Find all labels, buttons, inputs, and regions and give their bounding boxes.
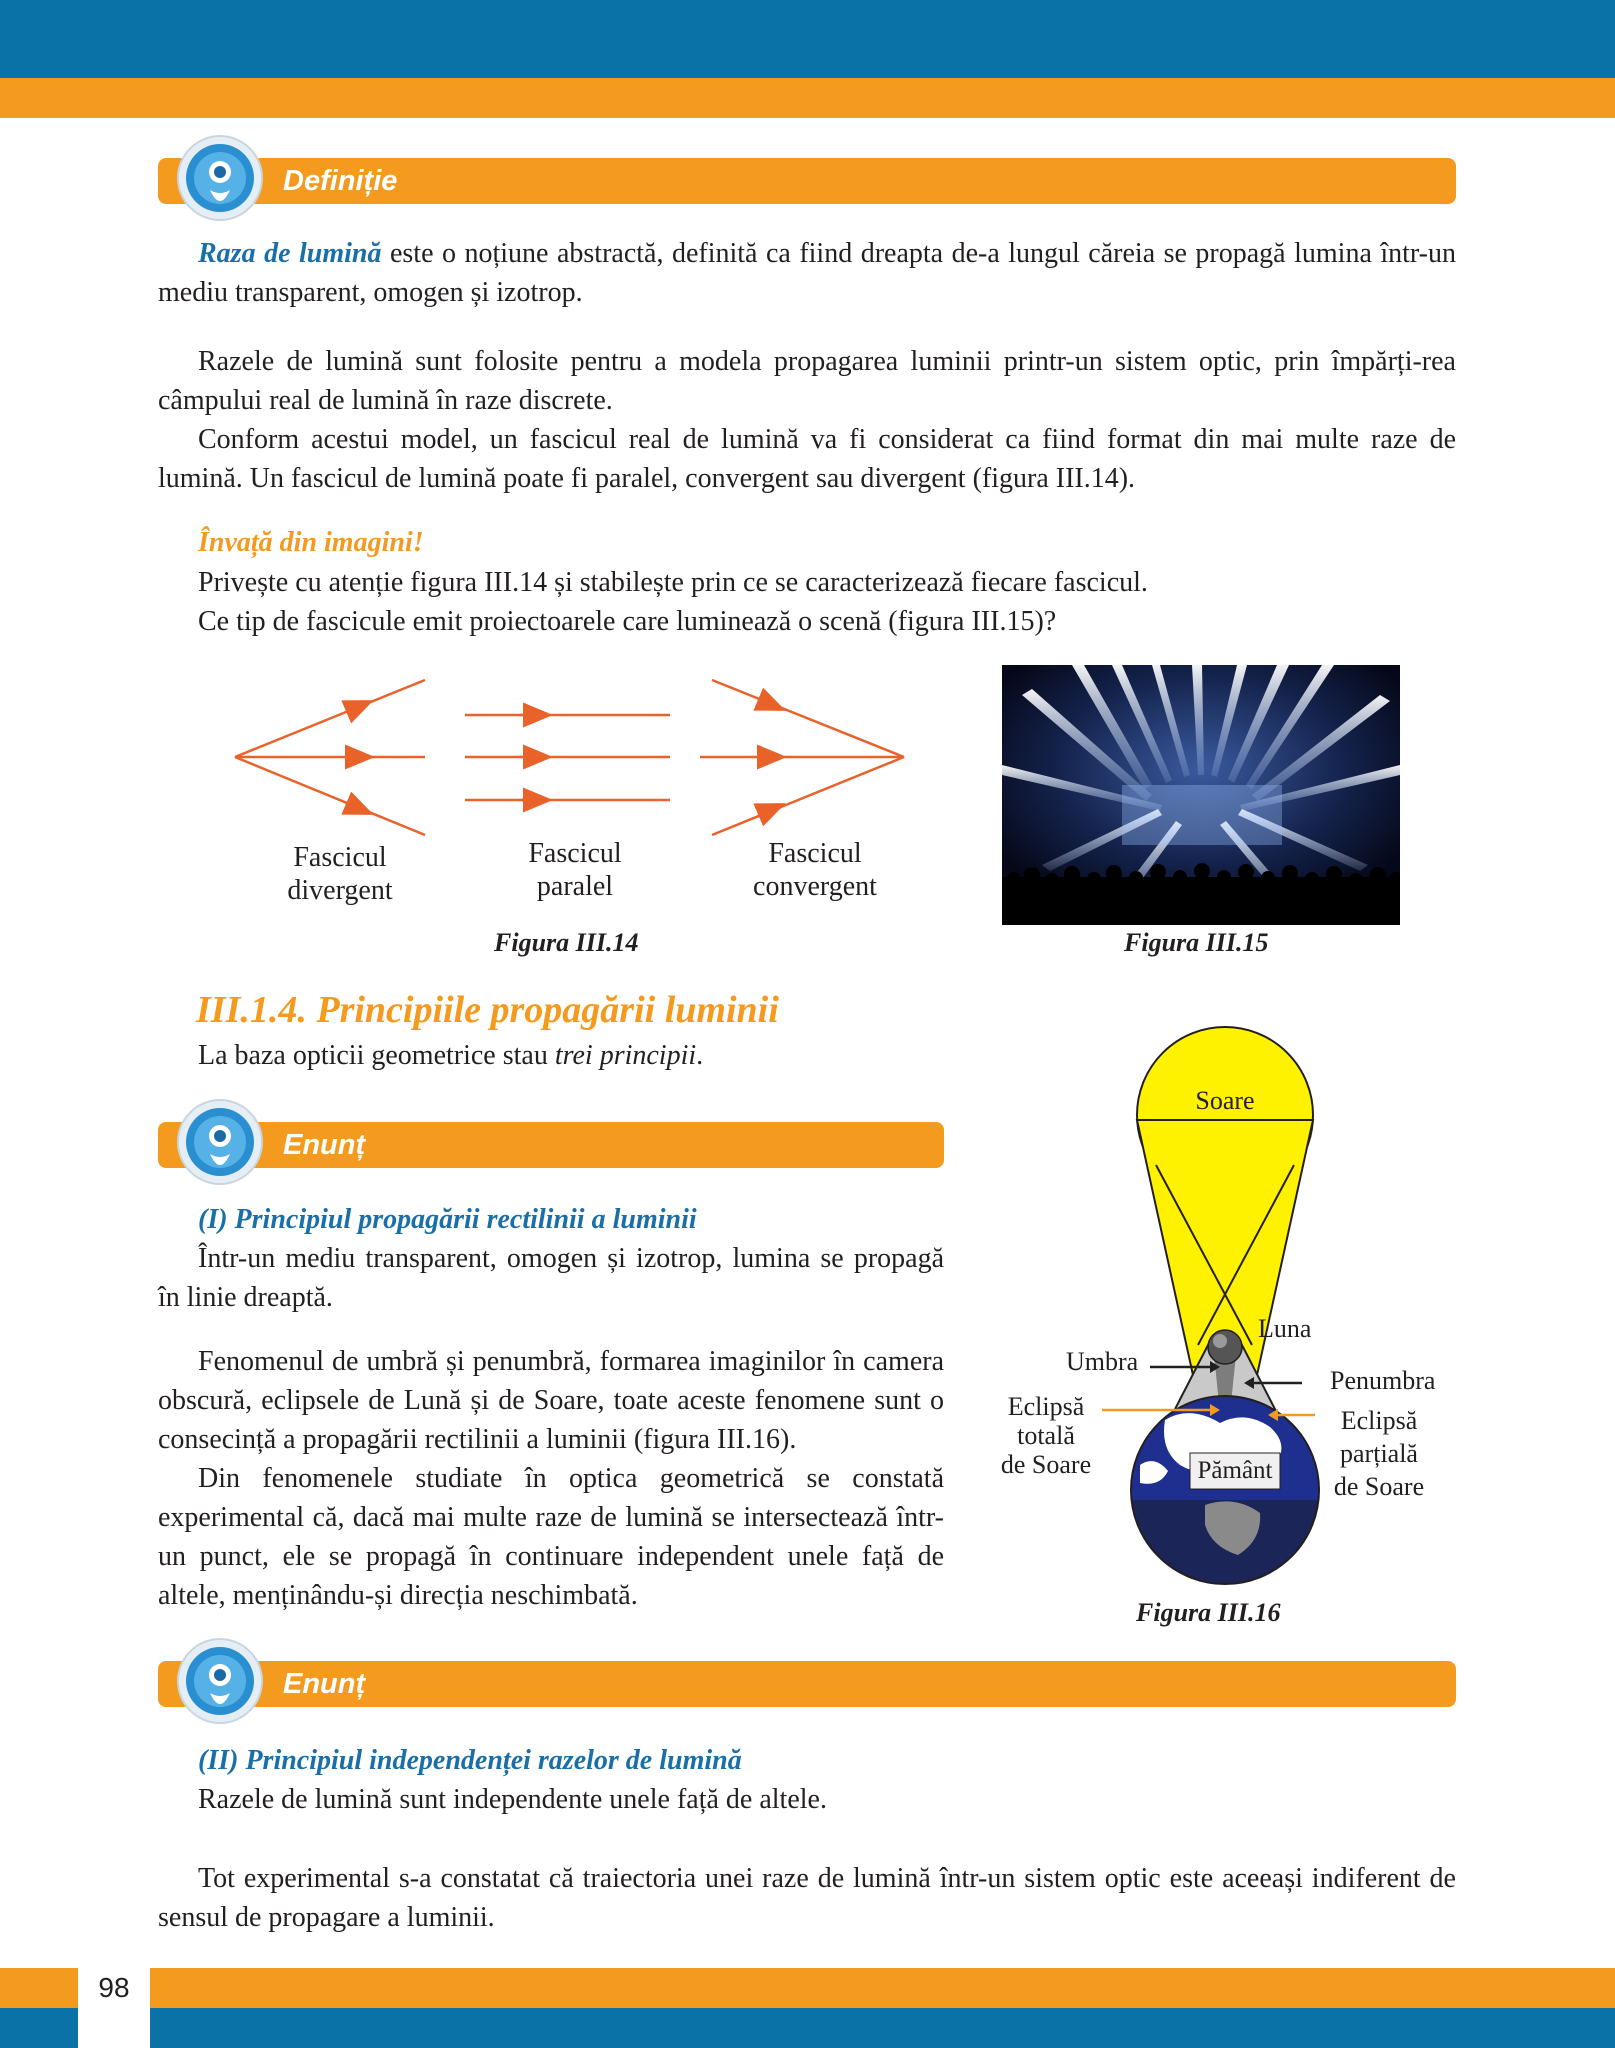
- statement-2-badge-icon: [176, 1637, 264, 1725]
- convergent-beam: [700, 680, 904, 835]
- statement-2-banner: [158, 1661, 1456, 1707]
- label-parallel: Fascicul paralel: [528, 838, 622, 902]
- statement-2-label: Enunț: [283, 1668, 366, 1700]
- statement-1-label: Enunț: [283, 1129, 366, 1161]
- statement-2-text: Razele de lumină sunt independente unele față de altele.: [198, 1784, 827, 1815]
- definition-body: este o noțiune abstractă, definită ca fiind dreapta de-a lungul căreia se propagă lumina într-un mediu transparent, omogen și izotrop.: [158, 238, 1457, 308]
- definition-badge-icon: [176, 134, 264, 222]
- page-number: 98: [98, 1972, 130, 2003]
- label-sun: Soare: [1195, 1086, 1255, 1115]
- figure-15-caption: Figura III.15: [1124, 928, 1269, 957]
- statement-1-banner: [158, 1122, 944, 1168]
- figure-14-caption: Figura III.14: [494, 928, 639, 957]
- section-title: III.1.4. Principiile propagării luminii: [196, 989, 779, 1031]
- learn-title: Învață din imagini!: [198, 527, 424, 558]
- figure-14-diagram: [220, 665, 920, 855]
- paragraph-2: Conform acestui model, un fascicul real de lumină va fi considerat ca fiind format din mai multe raze de lumină. Un fascicul de lumină poate fi paralel, convergent sau divergent (figura III.14).: [158, 424, 1456, 494]
- closing-paragraph: Tot experimental s-a constatat că traiectoria unei raze de lumină într-un sistem optic este aceeași indiferent de sensul de propagare a luminii.: [158, 1863, 1456, 1933]
- divergent-beam: [235, 680, 425, 835]
- section-intro: La baza opticii geometrice stau trei principii.: [198, 1040, 704, 1071]
- label-earth: Pământ: [1197, 1457, 1273, 1484]
- paragraph-1: Razele de lumină sunt folosite pentru a modela propagarea luminii printr-un sistem optic, prin împărți-rea câmpului real de lumină în raze discrete.: [158, 346, 1456, 416]
- definition-label: Definiție: [283, 165, 398, 197]
- statement-1-text: Într-un mediu transparent, omogen și izotrop, lumina se propagă în linie dreaptă.: [158, 1243, 944, 1313]
- learn-line-1: Privește cu atenție figura III.14 și stabilește prin ce se caracterizează fiecare fascicul.: [198, 567, 1148, 598]
- definition-term: Raza de lumină: [198, 238, 382, 269]
- definition-banner: [158, 158, 1456, 204]
- figure-16-caption: Figura III.16: [1136, 1598, 1281, 1627]
- statement-2-title: (II) Principiul independenței razelor de lumină: [198, 1745, 742, 1776]
- footer-band-blue: [0, 2008, 1615, 2048]
- label-convergent: Fascicul convergent: [753, 838, 877, 902]
- header-band-blue: [0, 0, 1615, 78]
- label-moon: Luna: [1258, 1314, 1312, 1343]
- label-divergent: Fascicul divergent: [287, 842, 393, 906]
- paragraph-4: Din fenomenele studiate în optica geometrică se constată experimental că, dacă mai multe raze de lumină se intersectează într-un punct, ele se propagă în continuare independent unele față de altele, menținându-și direcția neschimbată.: [158, 1463, 944, 1611]
- header-band-orange: [0, 78, 1615, 118]
- paragraph-3: Fenomenul de umbră și penumbră, formarea imaginilor în camera obscură, eclipsele de Lună și de Soare, toate aceste fenomene sunt o consecință a propagării rectilinii a luminii (figura III.16).: [158, 1346, 944, 1455]
- label-total-eclipse: Eclipsă totală de Soare: [1000, 1392, 1092, 1479]
- statement-1-badge-icon: [176, 1098, 264, 1186]
- statement-1-title: (I) Principiul propagării rectilinii a luminii: [198, 1204, 697, 1235]
- label-penumbra: Penumbra: [1330, 1366, 1436, 1395]
- label-umbra: Umbra: [1066, 1347, 1139, 1376]
- parallel-beam: [465, 715, 670, 800]
- learn-line-2: Ce tip de fascicule emit proiectoarele care luminează o scenă (figura III.15)?: [198, 606, 1057, 637]
- moon-icon: [1208, 1330, 1242, 1364]
- definition-text: [158, 234, 1456, 312]
- figure-15-concert-photo: [1002, 665, 1400, 925]
- footer-band-orange: [0, 1968, 1615, 2008]
- label-partial-eclipse: Eclipsă parțială de Soare: [1333, 1406, 1425, 1501]
